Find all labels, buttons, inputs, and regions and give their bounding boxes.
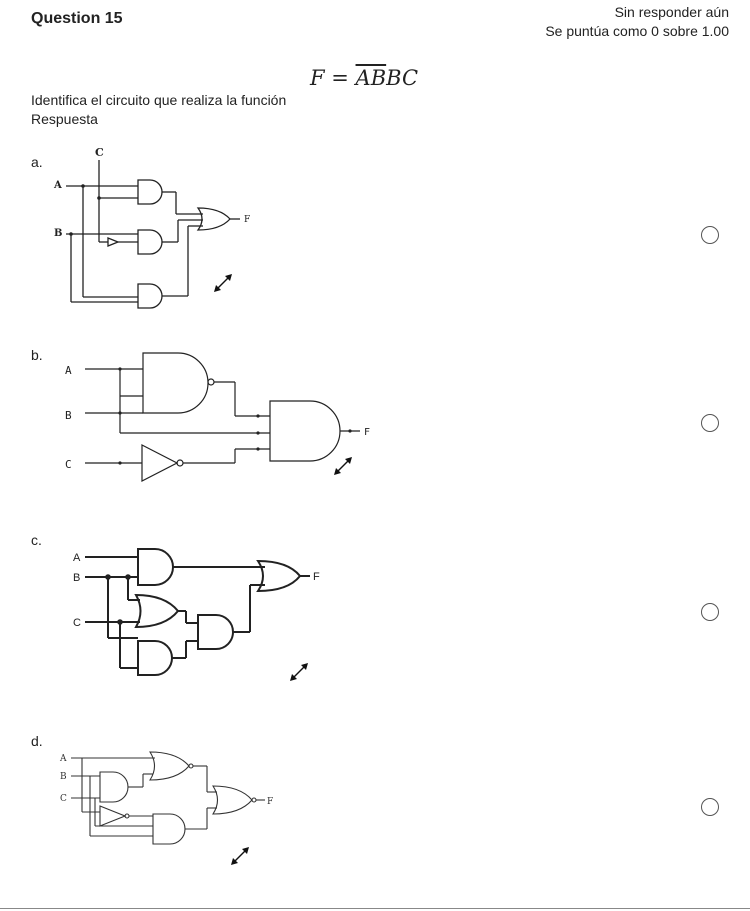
- circuit-b-label-b: B: [65, 409, 72, 422]
- circuit-b-label-c: C: [65, 458, 72, 471]
- circuit-a-label-a: A: [54, 180, 62, 191]
- formula: [310, 66, 418, 90]
- formula-negated: $\overline{AB}$: [355, 66, 387, 90]
- circuit-d: [55, 748, 285, 848]
- expand-arrows-icon[interactable]: [211, 269, 237, 295]
- answer-label: Respuesta: [31, 111, 98, 127]
- circuit-c-label-a: A: [73, 552, 81, 564]
- circuit-c-label-f: F: [313, 571, 320, 583]
- expand-arrows-icon[interactable]: [228, 842, 254, 868]
- circuit-b-label-a: A: [65, 364, 72, 377]
- circuit-d-label-a: A: [60, 754, 67, 764]
- circuit-d-label-f: F: [267, 797, 274, 807]
- option-letter-c: c.: [31, 532, 42, 548]
- radio-option-d[interactable]: [701, 798, 719, 816]
- expand-arrows-icon[interactable]: [331, 452, 357, 478]
- question-prompt: Identifica el circuito que realiza la función: [31, 92, 287, 108]
- option-letter-d: d.: [31, 733, 43, 749]
- radio-option-c[interactable]: [701, 603, 719, 621]
- bottom-divider: [0, 908, 750, 909]
- points-text: Se puntúa como 0 sobre 1.00: [545, 23, 729, 39]
- circuit-c-label-c: C: [73, 617, 81, 629]
- option-letter-b: b.: [31, 347, 43, 363]
- circuit-a-label-f: F: [244, 215, 251, 225]
- circuit-a-label-c: C: [95, 146, 104, 159]
- expand-arrows-icon[interactable]: [287, 658, 313, 684]
- circuit-d-label-c: C: [60, 794, 67, 804]
- formula-lhs: F =: [310, 66, 349, 90]
- radio-option-a[interactable]: [701, 226, 719, 244]
- option-letter-a: a.: [31, 154, 43, 170]
- circuit-b-label-f: F: [364, 427, 371, 438]
- circuit-a-label-b: B: [54, 228, 63, 239]
- circuit-d-label-b: B: [60, 772, 67, 782]
- question-status: [545, 3, 729, 41]
- formula-rest: BC: [386, 66, 419, 90]
- question-number: Question 15: [31, 10, 123, 27]
- circuit-c-label-b: B: [73, 572, 81, 584]
- radio-option-b[interactable]: [701, 414, 719, 432]
- status-text: Sin responder aún: [614, 4, 729, 20]
